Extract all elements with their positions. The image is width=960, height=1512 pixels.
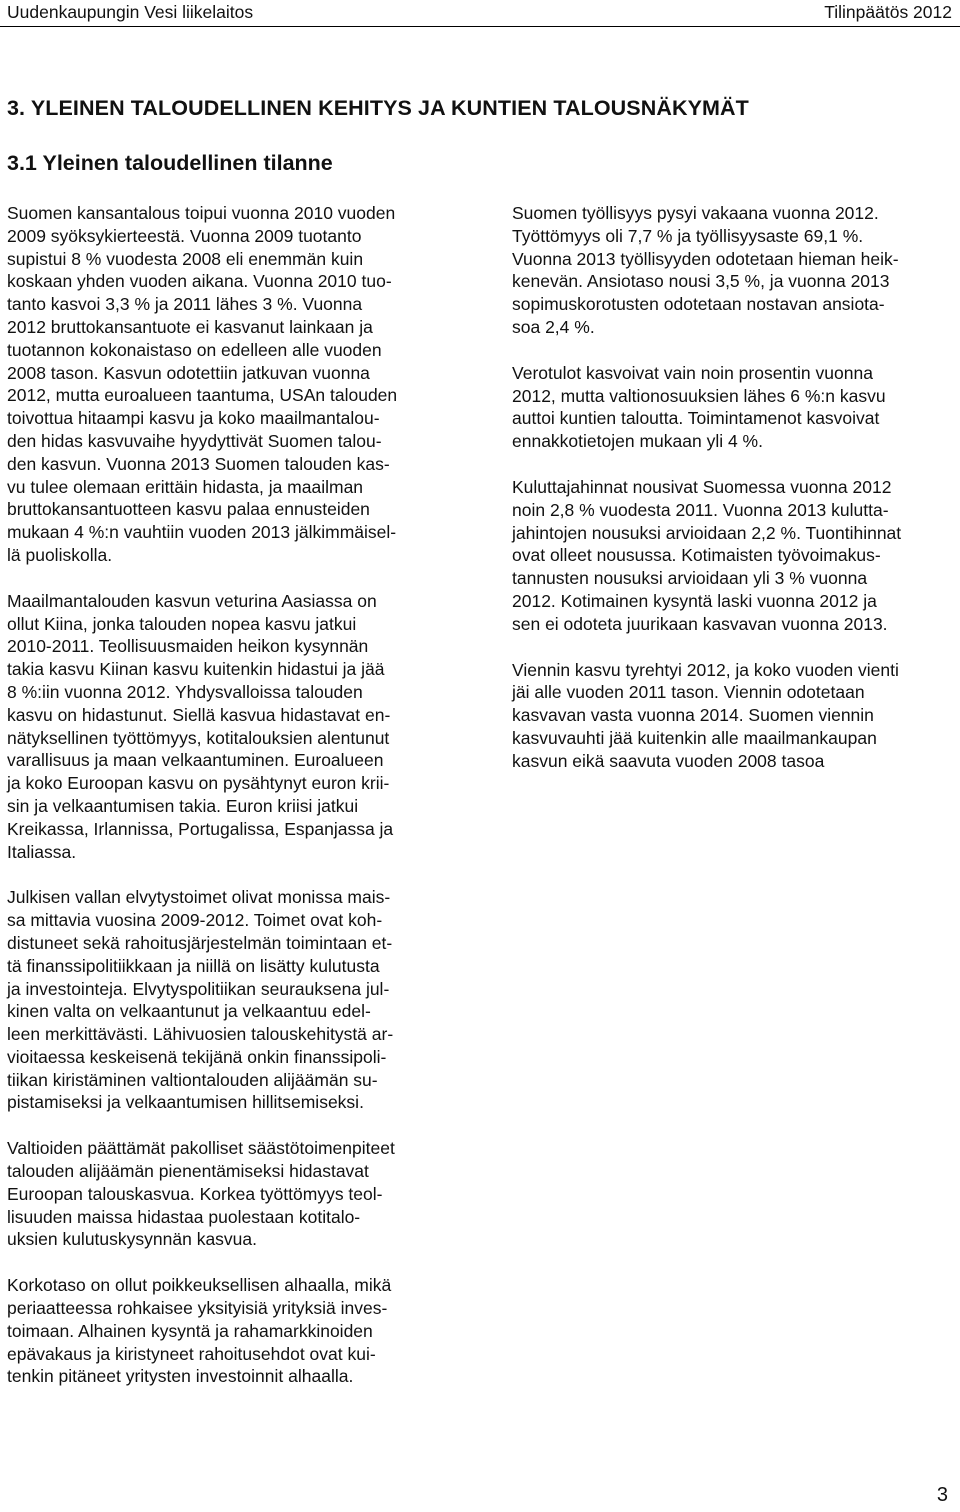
paragraph: Verotulot kasvoivat vain noin prosentin vuonna 2012, mutta valtionosuuksien lähes 6 %:n kasvu auttoi kuntien taloutta. Toimintamenot kasvoivat ennakkotietojen mukaan yli 4 %. [512,362,886,452]
right-column [512,202,952,773]
left-column [7,202,477,1388]
paragraph: Suomen työllisyys pysyi vakaana vuonna 2012. Työttömyys oli 7,7 % ja työllisyysaste 69,1 %. Vuonna 2013 työllisyyden odotetaan hieman heik- kenevän. Ansiotaso nousi 3,5 %, ja vuonna 2013 sopimuskorotusten odotetaan nostavan ansiota- soa 2,4 %. [512,203,899,337]
paragraph: Viennin kasvu tyrehtyi 2012, ja koko vuoden vienti jäi alle vuoden 2011 tason. Viennin odotetaan kasvavan vasta vuonna 2014. Suomen viennin kasvuvauhti jää kuitenkin alle maailmankaupan kasvun eikä saavuta vuoden 2008 tasoa [512,659,899,771]
page-number: 3 [936,1484,948,1506]
header-organization: Uudenkaupungin Vesi liikelaitos [7,2,254,22]
header-divider [0,26,960,27]
page-header [0,0,960,36]
section-heading: 3. YLEINEN TALOUDELLINEN KEHITYS JA KUNTIEN TALOUSNÄKYMÄT [7,96,749,120]
paragraph: Suomen kansantalous toipui vuonna 2010 vuoden 2009 syöksykierteestä. Vuonna 2009 tuotanto supistui 8 % vuodesta 2008 eli enemmän kuin koskaan yhden vuoden aikana. Vuonna 2010 tuo- tanto kasvoi 3,3 % ja 2011 lähes 3 %. Vuonna 2012 bruttokansantuote ei kasvanut lainkaan ja tuotannon kokonaistaso on edelleen alle vuoden 2008 tason. Kasvun odotettiin jatkuvan vuonna 2012, mutta euroalueen taantuma, USAn talouden toivottua hitaampi kasvu ja koko maailmantalou- den hidas kasvuvaihe hyydyttivät Suomen talou- den kasvun. Vuonna 2013 Suomen talouden kas- vu tulee olemaan erittäin hidasta, ja maailman bruttokansantuotteen kasvu palaa ennusteiden mukaan 4 %:n vauhtiin vuoden 2013 jälkimmäisel- lä puoliskolla. [7,203,398,565]
paragraph: Julkisen vallan elvytystoimet olivat monissa mais- sa mittavia vuosina 2009-2012. Toimet ovat koh- distuneet sekä rahoitusjärjestelmän toimintaan et- tä finanssipolitiikkaan ja niillä on lisätty kulutusta ja investointeja. Elvytyspolitiikan seurauksena jul- kinen valta on velkaantunut ja velkaantuu edel- leen merkittävästi. Lähivuosien talouskehitystä ar- vioitaessa keskeisenä tekijänä onkin finanssipoli- tiikan kiristäminen valtiontalouden alijäämän su- pistamiseksi ja velkaantumisen hillitsemiseksi. [7,887,394,1113]
header-document-title: Tilinpäätös 2012 [824,2,952,22]
paragraph: Korkotaso on ollut poikkeuksellisen alhaalla, mikä periaatteessa rohkaisee yksityisiä yrityksiä inves- toimaan. Alhainen kysyntä ja rahamarkkinoiden epävakaus ja kiristyneet rahoitusehdot ovat kui- tenkin pitäneet yritysten investoinnit alhaalla. [7,1275,392,1387]
subsection-heading: 3.1 Yleinen taloudellinen tilanne [7,151,333,175]
paragraph: Valtioiden päättämät pakolliset säästötoimenpiteet talouden alijäämän pienentämiseksi hidastavat Euroopan talouskasvua. Korkea työttömyys teol- lisuuden maissa hidastaa puolestaan kotitalo- uksien kulutuskysynnän kasvua. [7,1138,395,1250]
paragraph: Kuluttajahinnat nousivat Suomessa vuonna 2012 noin 2,8 % vuodesta 2011. Vuonna 2013 kulutta- jahintojen nousuksi arvioidaan 2,2 %. Tuontihinnat ovat olleet nousussa. Kotimaisten työvoimakus- tannusten nousuksi arvioidaan yli 3 % vuonna 2012. Kotimainen kysyntä laski vuonna 2012 ja sen ei odoteta juurikaan kasvavan vuonna 2013. [512,476,902,634]
paragraph: Maailmantalouden kasvun veturina Aasiassa on ollut Kiina, jonka talouden nopea kasvu jatkui 2010-2011. Teollisuusmaiden heikon kysynnän takia kasvu Kiinan kasvu kuitenkin hidastui ja jää 8 %:iin vuonna 2012. Yhdysvalloissa talouden kasvu on hidastunut. Siellä kasvua hidastavat en- nätyksellinen työttömyys, kotitalouksien alentunut varallisuus ja maan velkaantuminen. Euroalueen ja koko Euroopan kasvu on pysähtynyt euron krii- sin ja velkaantumisen takia. Euron kriisi jatkui Kreikassa, Irlannissa, Portugalissa, Espanjassa ja Italiassa. [7,590,394,862]
